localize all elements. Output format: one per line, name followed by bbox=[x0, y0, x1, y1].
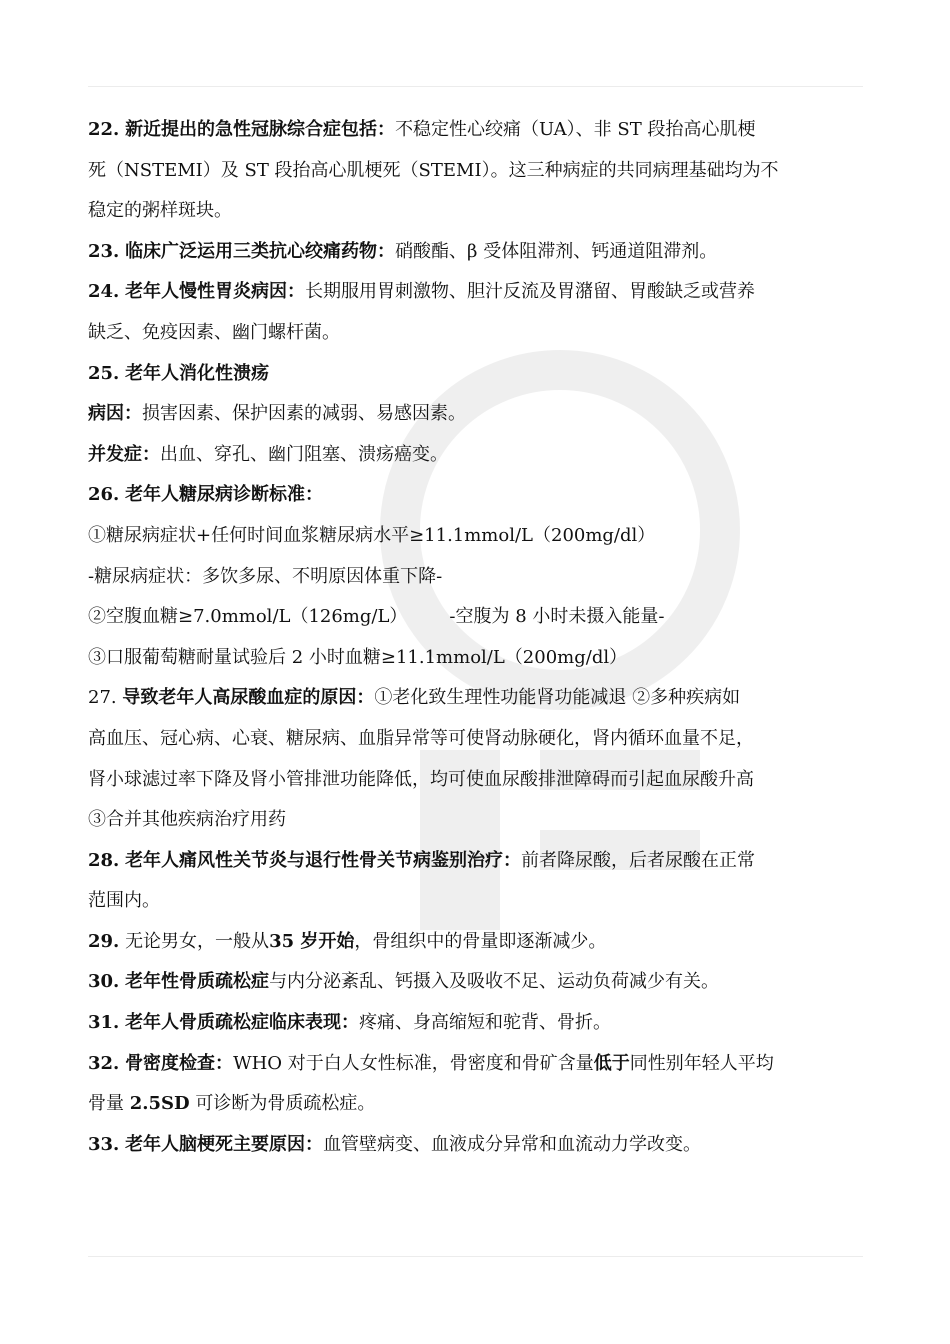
item-32-text-2-bold: 2.5SD bbox=[129, 1093, 190, 1115]
item-33-title: 老年人脑梗死主要原因： bbox=[125, 1133, 324, 1155]
item-30-number: 30. bbox=[88, 971, 120, 993]
item-26-criterion-2: ②空腹血糖≥7.0mmol/L（126mg/L） bbox=[88, 606, 408, 628]
item-28-line-1 bbox=[88, 841, 863, 882]
item-27-line-1 bbox=[88, 678, 863, 719]
item-24-title: 老年人慢性胃炎病因： bbox=[125, 281, 306, 303]
item-32-text-2-post: 可诊断为骨质疏松症。 bbox=[195, 1093, 376, 1115]
item-32-title: 骨密度检查： bbox=[125, 1052, 234, 1074]
item-29-line bbox=[88, 922, 863, 963]
item-25-cause-text: 损害因素、保护因素的减弱、易感因素。 bbox=[142, 403, 466, 425]
item-29-text-bold: 35 岁开始 bbox=[269, 930, 355, 952]
item-32-text-1-bold: 低于 bbox=[593, 1052, 630, 1074]
item-25-cause bbox=[88, 394, 863, 435]
item-25-cause-label: 病因： bbox=[88, 403, 142, 425]
item-23-line bbox=[88, 232, 863, 273]
item-27-text-3: 肾小球滤过率下降及肾小管排泄功能降低，均可使血尿酸排泄障碍而引起血尿酸升高 bbox=[88, 768, 754, 790]
item-22-text-1: 不稳定性心绞痛（UA）、非 ST 段抬高心肌梗 bbox=[395, 119, 756, 140]
item-25-line bbox=[88, 354, 863, 395]
item-24-text-2: 缺乏、免疫因素、幽门螺杆菌。 bbox=[88, 321, 340, 343]
item-26-number: 26. bbox=[88, 484, 120, 506]
item-32-text-2-pre: 骨量 bbox=[88, 1093, 124, 1115]
item-26-criterion-2-note: -空腹为 8 小时未摄入能量- bbox=[449, 606, 665, 628]
item-33-number: 33. bbox=[88, 1133, 120, 1155]
item-31-line bbox=[88, 1003, 863, 1044]
item-25-number: 25. bbox=[88, 362, 120, 384]
item-27-title: 导致老年人高尿酸血症的原因： bbox=[122, 687, 375, 709]
item-32-number: 32. bbox=[88, 1052, 120, 1074]
item-31-number: 31. bbox=[88, 1012, 120, 1034]
item-25-title: 老年人消化性溃疡 bbox=[125, 362, 270, 384]
item-30-title: 老年性骨质疏松症 bbox=[125, 971, 270, 993]
item-31-title: 老年人骨质疏松症临床表现： bbox=[125, 1012, 360, 1034]
item-23-number: 23. bbox=[88, 240, 120, 262]
item-32-line-1 bbox=[88, 1044, 863, 1085]
item-27-text-2: 高血压、冠心病、心衰、糖尿病、血脂异常等可使肾动脉硬化，肾内循环血量不足， bbox=[88, 727, 754, 749]
item-24-text-1: 长期服用胃刺激物、胆汁反流及胃潴留、胃酸缺乏或营养 bbox=[305, 281, 756, 303]
item-32-text-1-pre: WHO 对于白人女性标准，骨密度和骨矿含量 bbox=[233, 1052, 594, 1074]
item-28-text-2: 范围内。 bbox=[88, 890, 160, 912]
item-27-text-1: ①老化致生理性功能肾功能减退 ②多种疾病如 bbox=[374, 687, 741, 709]
item-29-text-post: ，骨组织中的骨量即逐渐减少。 bbox=[354, 930, 607, 952]
item-22-title: 新近提出的急性冠脉综合症包括： bbox=[125, 119, 396, 140]
item-28-text-1: 前者降尿酸，后者尿酸在正常 bbox=[521, 849, 756, 871]
item-22-text-2: 死（NSTEMI）及 ST 段抬高心肌梗死（STEMI）。这三种病症的共同病理基础均为不 bbox=[88, 159, 779, 181]
item-30-text: 与内分泌紊乱、钙摄入及吸收不足、运动负荷减少有关。 bbox=[269, 971, 720, 993]
item-26-criterion-2-line bbox=[88, 597, 863, 638]
item-31-text: 疼痛、身高缩短和驼背、骨折。 bbox=[359, 1012, 612, 1034]
item-22-line-1 bbox=[88, 110, 863, 151]
item-28-title: 老年人痛风性关节炎与退行性骨关节病鉴别治疗： bbox=[125, 849, 522, 871]
item-29-number: 29. bbox=[88, 930, 120, 952]
item-27-number: 27. bbox=[88, 687, 117, 709]
item-33-text: 血管壁病变、血液成分异常和血流动力学改变。 bbox=[323, 1133, 702, 1155]
item-26-criterion-3: ③口服葡萄糖耐量试验后 2 小时血糖≥11.1mmol/L（200mg/dl） bbox=[88, 646, 628, 668]
item-26-criterion-1: ①糖尿病症状+任何时间血浆糖尿病水平≥11.1mmol/L（200mg/dl） bbox=[88, 524, 656, 546]
item-24-number: 24. bbox=[88, 281, 120, 303]
item-25-complication-label: 并发症： bbox=[88, 443, 160, 465]
item-30-line bbox=[88, 962, 863, 1003]
footer-divider bbox=[88, 1256, 863, 1257]
item-26-line bbox=[88, 475, 863, 516]
item-27-text-4: ③合并其他疾病治疗用药 bbox=[88, 809, 286, 831]
item-25-complication-text: 出血、穿孔、幽门阻塞、溃疡癌变。 bbox=[160, 443, 448, 465]
item-23-title: 临床广泛运用三类抗心绞痛药物： bbox=[125, 240, 396, 262]
item-25-complication bbox=[88, 435, 863, 476]
item-24-line-1 bbox=[88, 272, 863, 313]
item-29-text-pre: 无论男女，一般从 bbox=[125, 930, 270, 952]
item-26-title: 老年人糖尿病诊断标准： bbox=[125, 484, 324, 506]
item-22-number: 22. bbox=[88, 119, 120, 140]
item-32-line-2 bbox=[88, 1084, 863, 1125]
item-33-line bbox=[88, 1125, 863, 1166]
item-26-criterion-1-note: -糖尿病症状：多饮多尿、不明原因体重下降- bbox=[88, 565, 443, 587]
item-32-text-1-post: 同性别年轻人平均 bbox=[629, 1052, 774, 1074]
document-body bbox=[88, 110, 863, 1165]
item-22-text-3: 稳定的粥样斑块。 bbox=[88, 200, 232, 222]
header-divider bbox=[88, 86, 863, 87]
item-28-number: 28. bbox=[88, 849, 120, 871]
item-23-text: 硝酸酯、β 受体阻滞剂、钙通道阻滞剂。 bbox=[395, 240, 718, 262]
